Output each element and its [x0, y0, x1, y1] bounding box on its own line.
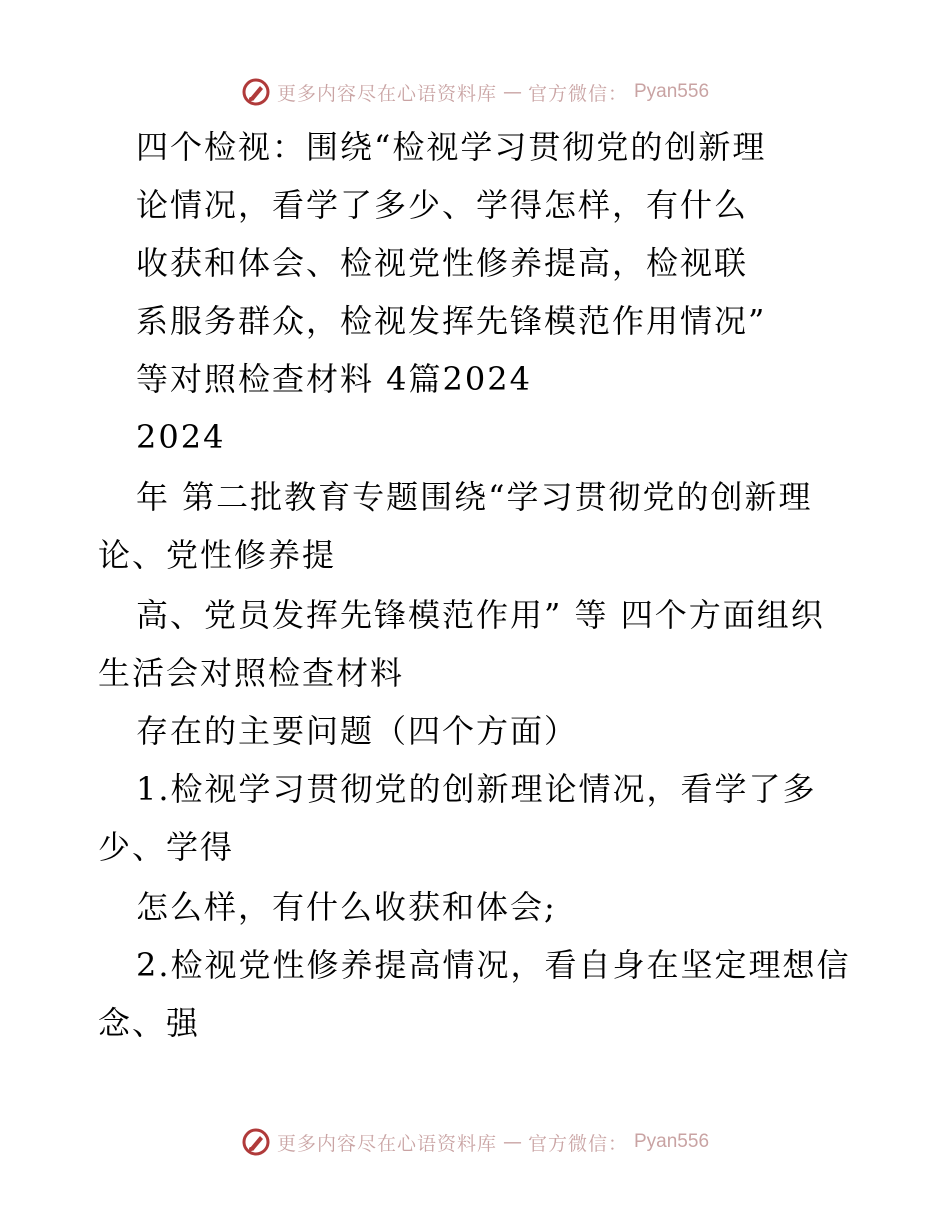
text-line: 怎么样，有什么收获和体会;: [136, 888, 557, 926]
watermark-contact-id: Pyan556: [634, 1131, 710, 1152]
watermark-separator: —: [502, 1131, 522, 1153]
header-watermark: [0, 72, 950, 112]
text-line: 等对照检查材料 4篇2024: [136, 360, 532, 398]
footer-watermark: [0, 1122, 950, 1162]
watermark-separator: —: [502, 81, 522, 103]
watermark-contact-id: Pyan556: [634, 81, 710, 102]
watermark-brand: 更多内容尽在心语资料库: [276, 1132, 497, 1155]
text-line: 念、强: [98, 1004, 201, 1042]
text-line: 高、党员发挥先锋模范作用” 等 四个方面组织: [136, 596, 825, 634]
text-line: 论、党性修养提: [98, 536, 337, 574]
text-line: 存在的主要问题（四个方面）: [136, 712, 579, 750]
text-line: 2024: [136, 418, 226, 456]
text-line: 论情况，看学了多少、学得怎样，有什么: [136, 186, 749, 224]
text-line: 生活会对照检查材料: [98, 654, 405, 692]
text-line: 年 第二批教育专题围绕“学习贯彻党的创新理: [136, 478, 813, 516]
text-line: 1.检视学习贯彻党的创新理论情况，看学了多: [136, 770, 817, 808]
pen-seal-icon: [241, 1127, 271, 1157]
watermark-contact-label: 官方微信：: [527, 1132, 628, 1155]
pen-seal-icon: [241, 77, 271, 107]
watermark-contact-label: 官方微信：: [527, 82, 628, 105]
watermark-brand: 更多内容尽在心语资料库: [276, 82, 497, 105]
text-line: 系服务群众，检视发挥先锋模范作用情况”: [136, 302, 767, 340]
text-line: 2.检视党性修养提高情况，看自身在坚定理想信: [136, 946, 851, 984]
text-line: 四个检视：围绕“检视学习贯彻党的创新理: [136, 128, 767, 166]
text-line: 少、学得: [98, 828, 235, 866]
text-line: 收获和体会、检视党性修养提高，检视联: [136, 244, 749, 282]
